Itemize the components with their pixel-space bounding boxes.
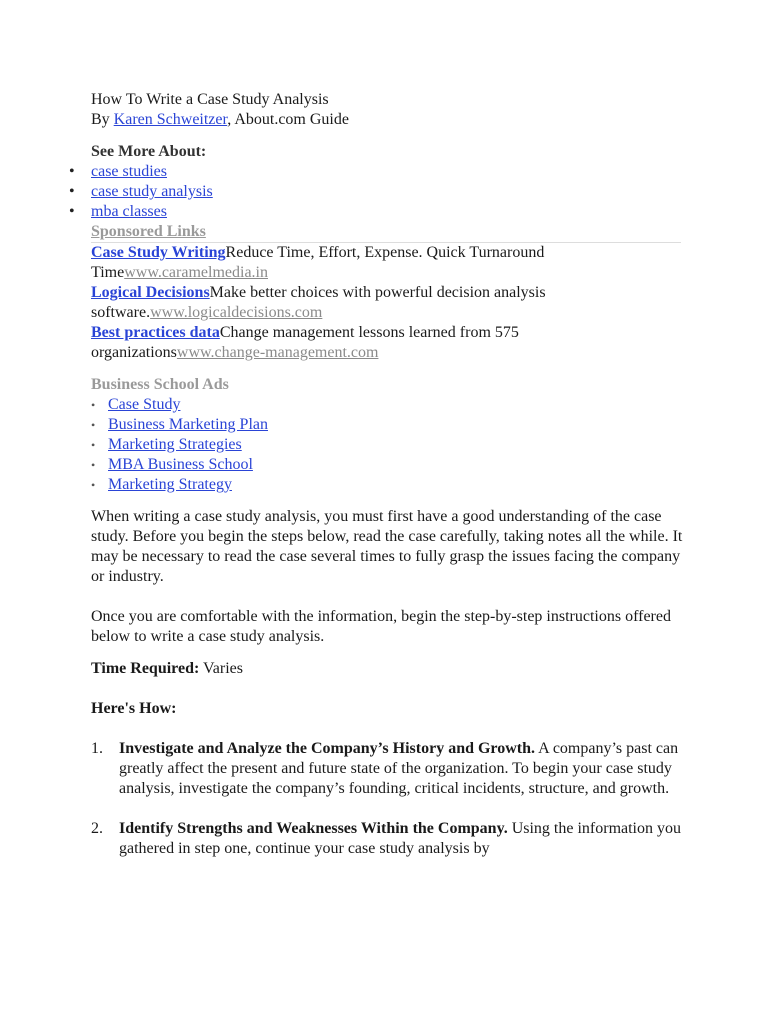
step-text: Using the information you gathered in step one, continue your case study analysis by xyxy=(119,820,681,857)
step-text: A company’s past can greatly affect the present and future state of the organization. To begin your case study analysis, investigate the company’s founding, critical incidents, structure, and growth. xyxy=(119,740,679,797)
heres-how-heading: Here's How: xyxy=(91,700,177,717)
ad-url-link[interactable]: www.change-management.com xyxy=(176,344,379,361)
step-title: Investigate and Analyze the Company’s History and Growth. xyxy=(119,740,536,757)
ad-title-link[interactable]: Logical Decisions xyxy=(91,284,210,301)
see-more-link-case-studies[interactable]: case studies xyxy=(91,163,167,180)
business-ad-link-marketing-strategies[interactable]: Marketing Strategies xyxy=(108,436,242,453)
step-item xyxy=(91,819,686,859)
step-item xyxy=(91,739,686,799)
sponsored-ad xyxy=(91,323,686,363)
sponsored-ad xyxy=(91,283,686,323)
sponsored-links-heading xyxy=(91,222,681,243)
step-title: Identify Strengths and Weaknesses Within the Company. xyxy=(119,820,508,837)
business-school-ads-heading: Business School Ads xyxy=(91,376,229,393)
time-required-label: Time Required: xyxy=(91,660,200,677)
time-required xyxy=(91,659,686,679)
see-more-link-mba-classes[interactable]: mba classes xyxy=(91,203,167,220)
business-ad-link-marketing-plan[interactable]: Business Marketing Plan xyxy=(108,416,268,433)
see-more-list xyxy=(69,162,664,222)
steps-list xyxy=(91,739,686,859)
see-more-item xyxy=(69,202,664,222)
byline xyxy=(91,110,686,130)
intro-paragraph: When writing a case study analysis, you must first have a good understanding of the case study. Before you begin the steps below, read the case carefully, taking notes all the while. It may be necessary to read the case several times to fully grasp the issues facing the company or industry. xyxy=(91,508,683,585)
see-more-heading: See More About: xyxy=(91,143,207,160)
business-school-ads-list xyxy=(91,395,686,495)
business-ad-item xyxy=(108,475,686,495)
by-prefix: By xyxy=(91,111,114,128)
time-required-value: Varies xyxy=(199,660,243,677)
see-more-link-case-study-analysis[interactable]: case study analysis xyxy=(91,183,213,200)
step-number: 2. xyxy=(91,820,103,837)
business-ad-link-marketing-strategy[interactable]: Marketing Strategy xyxy=(108,476,232,493)
article-page xyxy=(91,90,686,879)
step-number: 1. xyxy=(91,740,103,757)
business-ad-item xyxy=(108,455,686,475)
sponsored-ad xyxy=(91,243,686,283)
ad-title-link[interactable]: Case Study Writing xyxy=(91,244,226,261)
see-more-item xyxy=(69,162,664,182)
article-title: How To Write a Case Study Analysis xyxy=(91,91,329,108)
ad-title-link[interactable]: Best practices data xyxy=(91,324,220,341)
sponsored-links-link[interactable]: Sponsored Links xyxy=(91,223,206,240)
see-more-item xyxy=(69,182,664,202)
business-ad-item xyxy=(108,435,686,455)
ad-url-link[interactable]: www.caramelmedia.in xyxy=(124,264,268,281)
by-suffix: , About.com Guide xyxy=(227,111,349,128)
ad-url-link[interactable]: www.logicaldecisions.com xyxy=(150,304,323,321)
business-ad-item xyxy=(108,395,686,415)
author-link[interactable]: Karen Schweitzer xyxy=(113,111,228,128)
second-paragraph: Once you are comfortable with the information, begin the step-by-step instructions offered below to write a case study analysis. xyxy=(91,608,671,645)
ad-text: Change management lessons learned from 575 organizations xyxy=(91,324,519,361)
business-ad-link-case-study[interactable]: Case Study xyxy=(108,396,181,413)
business-ad-link-mba-school[interactable]: MBA Business School xyxy=(108,456,253,473)
ad-text: Reduce Time, Effort, Expense. Quick Turnaround Time xyxy=(91,244,545,281)
ad-text: Make better choices with powerful decision analysis software. xyxy=(91,284,546,321)
business-ad-item xyxy=(108,415,686,435)
